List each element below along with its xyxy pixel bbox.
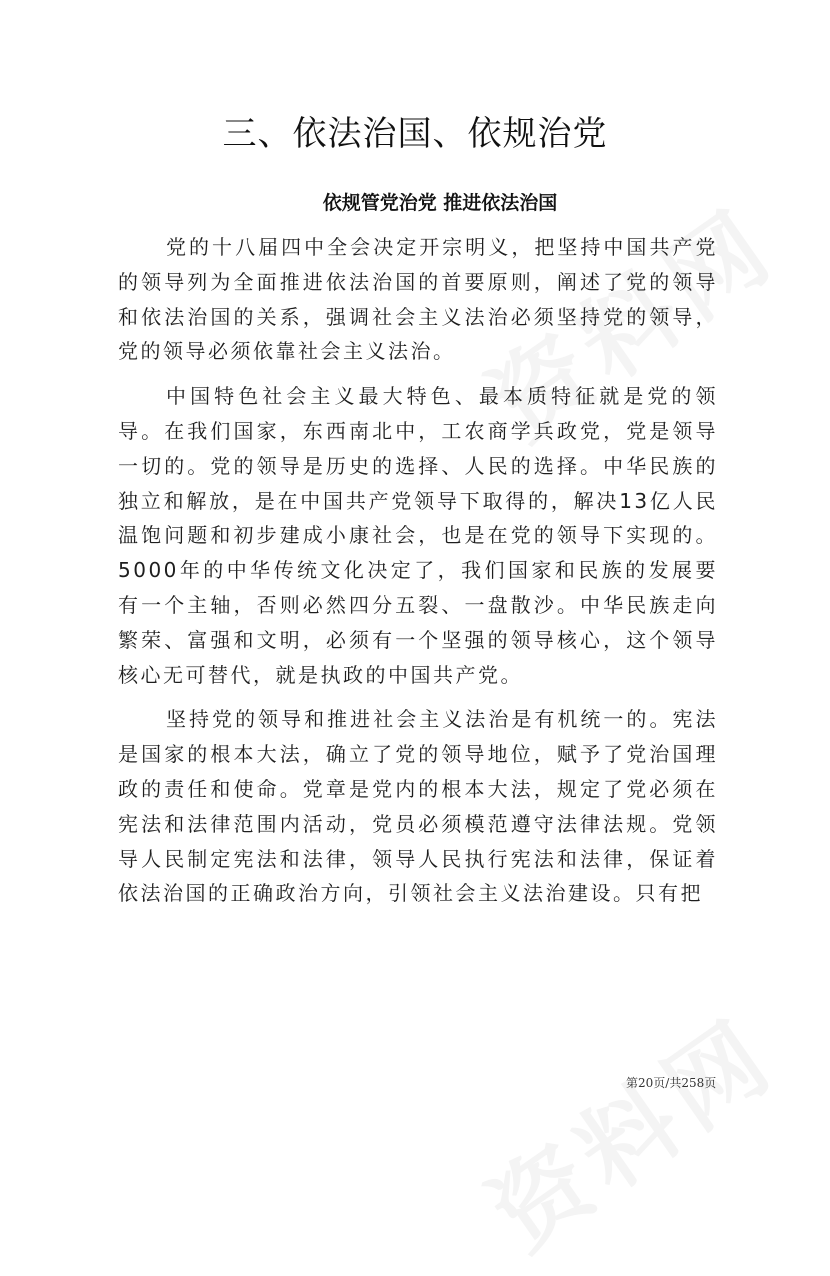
article-title: 依规管党治党 推进依法治国 xyxy=(322,192,558,214)
watermark xyxy=(459,981,798,1276)
page-number-footer: 第20页/共258页 xyxy=(626,1076,717,1090)
paragraph: 中国特色社会主义最大特色、最本质特征就是党的领导。在我们国家，东西南北中，工农商学兵政党，党是领导一切的。党的领导是历史的选择、人民的选择。中华民族的独立和解放，是在中国共产党领导下取得的，解决13亿人民温饱问题和初步建成小康社会，也是在党的领导下实现的。5000年的中华传统文化决定了，我们国家和民族的发展要有一个主轴，否则必然四分五裂、一盘散沙。中华民族走向繁荣、富强和文明，必须有一个坚强的领导核心，这个领导核心无可替代，就是执政的中国共产党。 xyxy=(118,384,718,687)
article-body xyxy=(118,230,718,921)
section-title: 三、依法治国、依规治党 xyxy=(222,114,608,154)
paragraph: 党的十八届四中全会决定开宗明义，把坚持中国共产党的领导列为全面推进依法治国的首要原则，阐述了党的领导和依法治国的关系，强调社会主义法治必须坚持党的领导，党的领导必须依靠社会主义法治。 xyxy=(118,235,718,364)
paragraph: 坚持党的领导和推进社会主义法治是有机统一的。宪法是国家的根本大法，确立了党的领导地位，赋予了党治国理政的责任和使命。党章是党内的根本大法，规定了党必须在宪法和法律范围内活动，党员必须模范遵守法律法规。党领导人民制定宪法和法律，领导人民执行宪法和法律，保证着依法治国的正确政治方向，引领社会主义法治建设。只有把 xyxy=(118,707,718,906)
